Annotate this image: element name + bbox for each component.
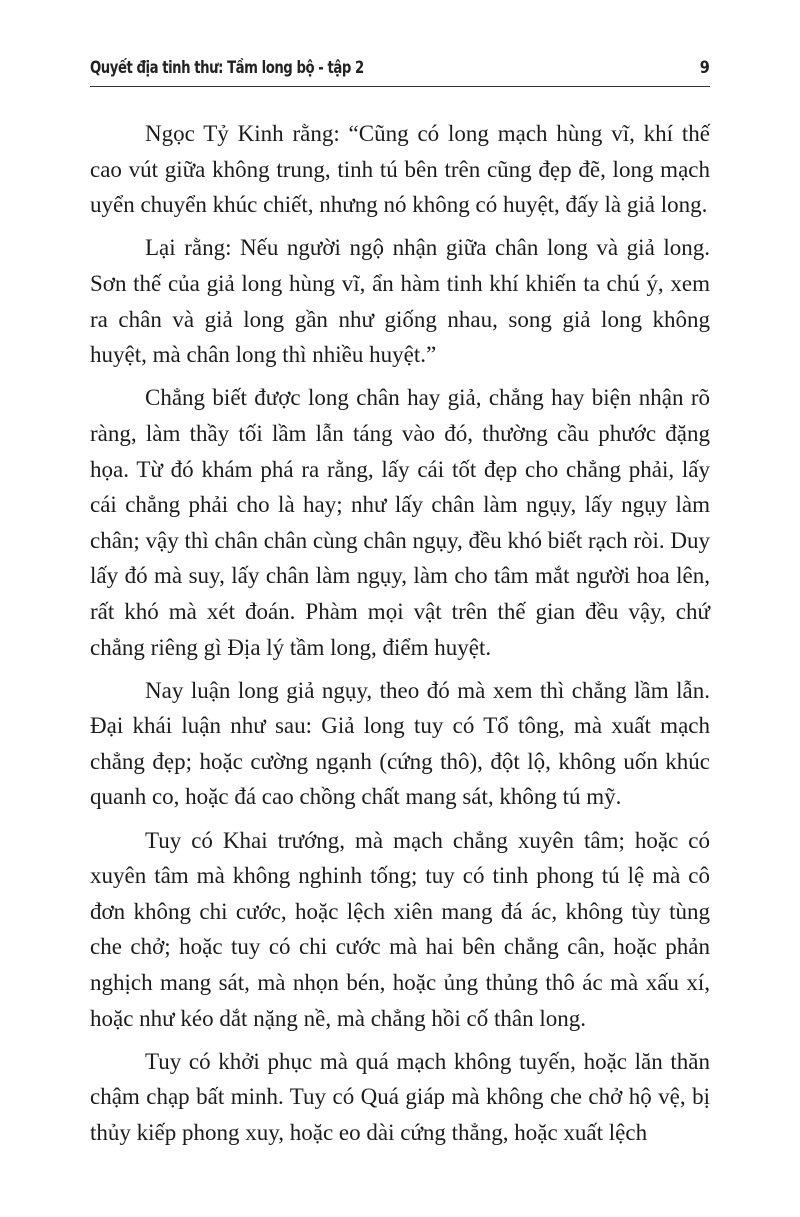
paragraph: Nay luận long giả ngụy, theo đó mà xem thì chẳng lầm lẫn. Đại khái luận như sau: Giả long tuy có Tổ tông, mà xuất mạch chẳng đẹp; hoặc cường ngạnh (cứng thô), đột lộ, không uốn khúc quanh co, hoặc đá cao chồng chất mang sát, không tú mỹ. — [90, 677, 710, 810]
paragraph: Tuy có Khai trướng, mà mạch chẳng xuyên tâm; hoặc có xuyên tâm mà không nghinh tống; tuy có tinh phong tú lệ mà cô đơn không chi cước, hoặc lệch xiên mang đá ác, không tùy tùng che chở; hoặc tuy có chi cước mà hai bên chẳng cân, hoặc phản nghịch mang sát, mà nhọn bén, hoặc ủng thủng thô ác mà xấu xí, hoặc như kéo dắt nặng nề, mà chẳng hồi cố thân long. — [90, 827, 710, 1031]
paragraph: Tuy có khởi phục mà quá mạch không tuyến, hoặc lăn thăn chậm chạp bất minh. Tuy có Quá giáp mà không che chở hộ vệ, bị thủy kiếp phong xuy, hoặc eo dài cứng thẳng, hoặc xuất lệch — [90, 1048, 710, 1145]
paragraph: Lại rằng: Nếu người ngộ nhận giữa chân long và giả long. Sơn thế của giả long hùng vĩ, ẩn hàm tinh khí khiến ta chú ý, xem ra chân và giả long gần như giống nhau, song giả long không huyệt, mà chân long thì nhiều huyệt.” — [90, 235, 710, 368]
running-header — [90, 58, 710, 84]
body-text — [90, 116, 710, 1158]
paragraph: Chẳng biết được long chân hay giả, chẳng hay biện nhận rõ ràng, làm thầy tối lầm lẫn táng vào đó, thường cầu phước đặng họa. Từ đó khám phá ra rằng, lấy cái tốt đẹp cho chẳng phải, lấy cái chẳng phải cho là hay; như lấy chân làm ngụy, lấy ngụy làm chân; vậy thì chân chân cùng chân ngụy, đều khó biết rạch ròi. Duy lấy đó mà suy, lấy chân làm ngụy, làm cho tâm mắt người hoa lên, rất khó mà xét đoán. Phàm mọi vật trên thế gian đều vậy, chứ chẳng riêng gì Địa lý tầm long, điểm huyệt. — [90, 385, 710, 660]
header-rule — [90, 86, 710, 87]
paragraph: Ngọc Tỷ Kinh rằng: “Cũng có long mạch hùng vĩ, khí thế cao vút giữa không trung, tinh tú bên trên cũng đẹp đẽ, long mạch uyển chuyển khúc chiết, nhưng nó không có huyệt, đấy là giả long. — [90, 121, 710, 218]
running-title: Quyết địa tinh thư: Tầm long bộ - tập 2 — [90, 58, 364, 78]
page-number: 9 — [699, 58, 710, 78]
